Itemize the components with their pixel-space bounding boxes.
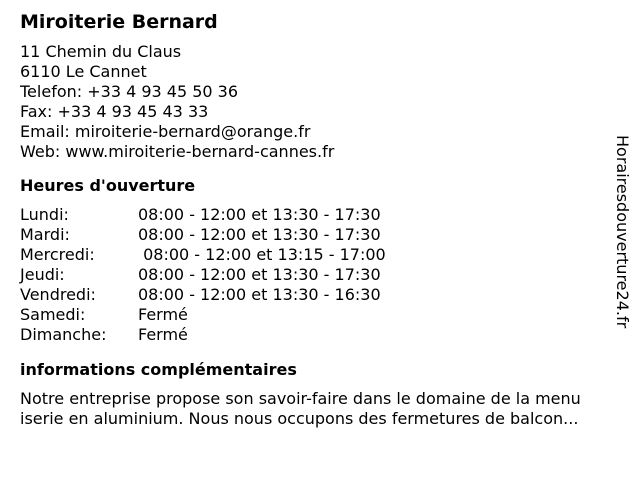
day-label: Vendredi:: [20, 285, 96, 304]
hours-table: [20, 205, 620, 345]
hours-row-samedi: [20, 305, 620, 325]
hours-row-dimanche: [20, 325, 620, 345]
address-block: [20, 42, 620, 162]
day-label: Mercredi:: [20, 245, 95, 264]
day-label: Samedi:: [20, 305, 86, 324]
hours-row-lundi: [20, 205, 620, 225]
business-name: Miroiterie Bernard: [20, 11, 218, 33]
hours-heading: Heures d'ouverture: [20, 176, 196, 195]
extra-info-line: Notre entreprise propose son savoir-faire dans le domaine de la menu: [20, 389, 581, 408]
hours-row-mercredi: [20, 245, 620, 265]
opening-times: 08:00 - 12:00 et 13:30 - 17:30: [138, 205, 381, 224]
day-label: Mardi:: [20, 225, 70, 244]
day-label: Dimanche:: [20, 325, 107, 344]
business-card: [20, 9, 620, 429]
opening-times: 08:00 - 12:00 et 13:30 - 16:30: [138, 285, 381, 304]
day-label: Lundi:: [20, 205, 69, 224]
site-watermark: Horairesdouverture24.fr: [613, 135, 632, 329]
address-street: 11 Chemin du Claus: [20, 42, 182, 61]
website: Web: www.miroiterie-bernard-cannes.fr: [20, 142, 335, 161]
fax-number: Fax: +33 4 93 45 43 33: [20, 102, 209, 121]
hours-row-jeudi: [20, 265, 620, 285]
phone-number: Telefon: +33 4 93 45 50 36: [20, 82, 239, 101]
opening-times: 08:00 - 12:00 et 13:15 - 17:00: [138, 245, 386, 264]
hours-row-mardi: [20, 225, 620, 245]
extra-info-text: [20, 389, 632, 429]
opening-times: 08:00 - 12:00 et 13:30 - 17:30: [138, 225, 381, 244]
email-address: Email: miroiterie-bernard@orange.fr: [20, 122, 311, 141]
hours-row-vendredi: [20, 285, 620, 305]
opening-times: Fermé: [138, 325, 188, 344]
day-label: Jeudi:: [20, 265, 65, 284]
opening-times: 08:00 - 12:00 et 13:30 - 17:30: [138, 265, 381, 284]
opening-times: Fermé: [138, 305, 188, 324]
extra-info-heading: informations complémentaires: [20, 360, 297, 379]
address-city: 6110 Le Cannet: [20, 62, 147, 81]
extra-info-line: iserie en aluminium. Nous nous occupons des fermetures de balcon...: [20, 409, 579, 428]
